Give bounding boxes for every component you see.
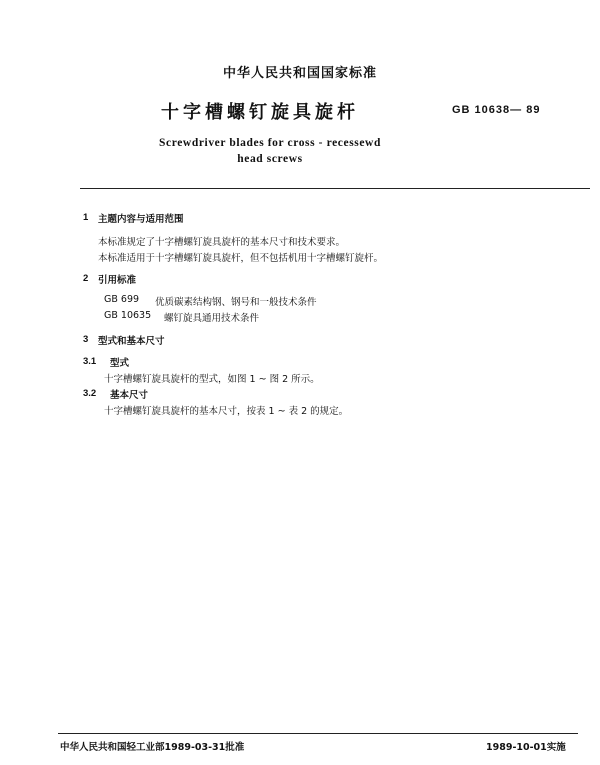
footer-divider — [58, 733, 578, 734]
subsection-3-2-number: 3.2 — [83, 388, 97, 399]
header-divider — [80, 188, 590, 189]
reference-2-code: GB 10635 — [104, 310, 152, 321]
approval-note: 中华人民共和国轻工业部1989-03-31批准 — [60, 742, 245, 753]
subsection-3-1-number: 3.1 — [83, 356, 97, 367]
section-1-heading: 主题内容与适用范围 — [98, 214, 184, 225]
subsection-3-2-heading: 基本尺寸 — [110, 390, 149, 401]
reference-2-title: 螺钉旋具通用技术条件 — [164, 313, 260, 324]
section-1-paragraph-2: 本标准适用于十字槽螺钉旋具旋杆，但不包括机用十字槽螺钉旋杆。 — [98, 253, 384, 264]
english-title-line1: Screwdriver blades for cross - recessewd — [159, 137, 381, 149]
document-title: 十字槽螺钉旋具旋杆 — [161, 102, 359, 123]
subsection-3-2-text: 十字槽螺钉旋具旋杆的基本尺寸，按表 1 ~ 表 2 的规定。 — [104, 406, 349, 417]
subsection-3-1-heading: 型式 — [110, 358, 130, 369]
standard-number: GB 10638— 89 — [452, 104, 541, 116]
section-2-heading: 引用标准 — [98, 275, 137, 286]
section-3-heading: 型式和基本尺寸 — [98, 336, 165, 347]
section-1-paragraph-1: 本标准规定了十字槽螺钉旋具旋杆的基本尺寸和技术要求。 — [98, 237, 346, 248]
english-title-line2: head screws — [237, 153, 303, 165]
issuer-title: 中华人民共和国国家标准 — [222, 66, 377, 81]
section-1-number: 1 — [83, 212, 89, 223]
section-3-number: 3 — [83, 334, 89, 345]
implementation-date: 1989-10-01实施 — [486, 742, 566, 753]
section-2-number: 2 — [83, 273, 89, 284]
subsection-3-1-text: 十字槽螺钉旋具旋杆的型式，如图 1 ~ 图 2 所示。 — [104, 374, 320, 385]
reference-1-code: GB 699 — [104, 294, 140, 305]
reference-1-title: 优质碳素结构钢、钢号和一般技术条件 — [155, 297, 317, 308]
